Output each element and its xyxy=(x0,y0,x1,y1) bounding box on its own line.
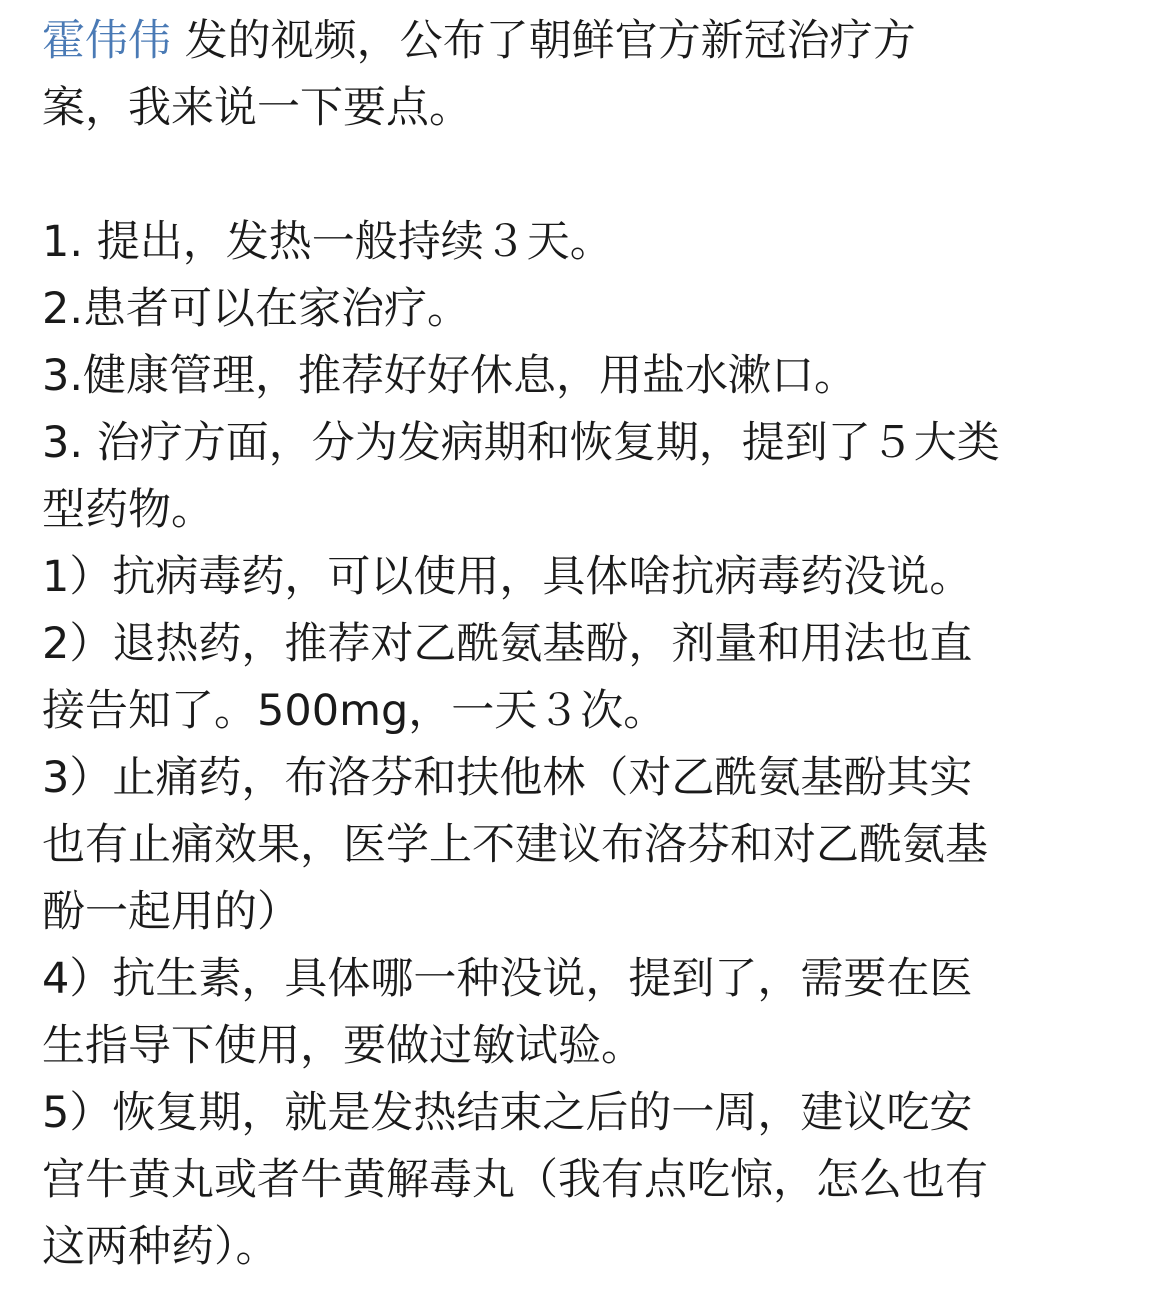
post-line: 1. 提出，发热一般持续３天。 xyxy=(42,217,613,267)
post-line: 也有止痛效果，医学上不建议布洛芬和对乙酰氨基 xyxy=(42,820,988,870)
post-intro-line-2: 案，我来说一下要点。 xyxy=(42,83,472,133)
post-body xyxy=(42,8,1132,1281)
post-intro-line xyxy=(42,8,1132,75)
post-line: 宫牛黄丸或者牛黄解毒丸（我有点吃惊，怎么也有 xyxy=(42,1155,988,1205)
post-line: 3）止痛药，布洛芬和扶他林（对乙酰氨基酚其实 xyxy=(42,753,973,803)
post-intro-text: 发的视频，公布了朝鲜官方新冠治疗方 xyxy=(171,16,916,66)
post-line: 1）抗病毒药，可以使用，具体啥抗病毒药没说。 xyxy=(42,552,973,602)
post-line: 4）抗生素，具体哪一种没说，提到了，需要在医 xyxy=(42,954,973,1004)
post-line: 2.患者可以在家治疗。 xyxy=(42,284,471,334)
post-line: 酚一起用的） xyxy=(42,887,300,937)
post-line: 3.健康管理，推荐好好休息，用盐水漱口。 xyxy=(42,351,858,401)
post-line: 接告知了。500mg，一天３次。 xyxy=(42,686,667,736)
post-line: 3. 治疗方面，分为发病期和恢复期，提到了５大类 xyxy=(42,418,1000,468)
post-line: 2）退热药，推荐对乙酰氨基酚，剂量和用法也直 xyxy=(42,619,973,669)
author-mention-link[interactable]: 霍伟伟 xyxy=(42,16,171,66)
paragraph-spacer xyxy=(42,142,1132,209)
post-line: 5）恢复期，就是发热结束之后的一周，建议吃安 xyxy=(42,1088,973,1138)
post-line: 这两种药）。 xyxy=(42,1222,279,1272)
post-line: 型药物。 xyxy=(42,485,214,535)
post-line: 生指导下使用，要做过敏试验。 xyxy=(42,1021,644,1071)
